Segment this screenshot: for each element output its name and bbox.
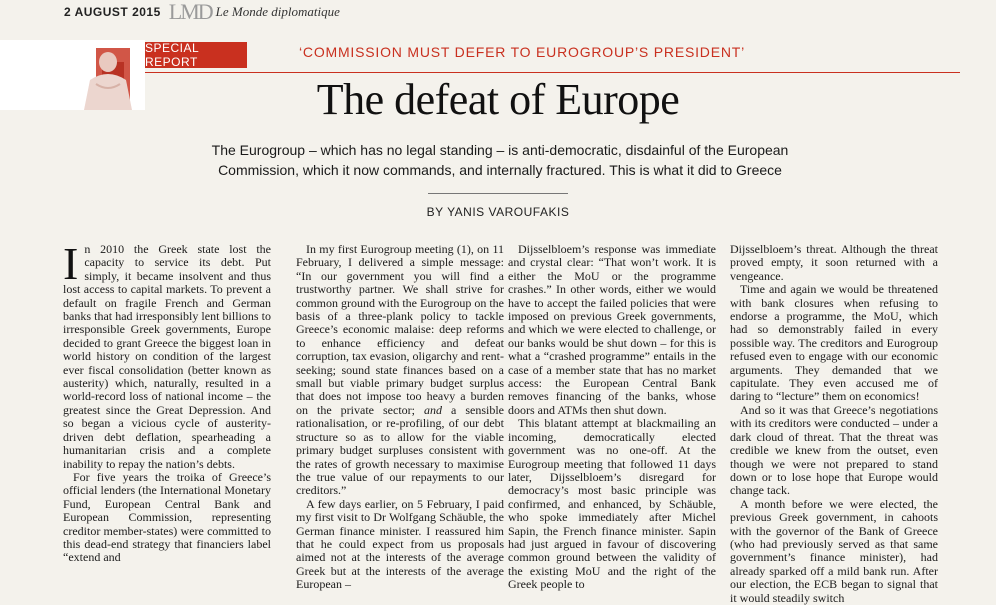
paragraph: This blatant attempt at blackmailing an incoming, democratically elected government was no one-off. At the Eurogroup meeting that followed 11 days later, Dijsselbloem’s disregard for democracy’s most basic principle was confirmed, and enhanced, by Schäuble, who spoke immediately after Michel Sapin, the French finance minister. Sapin had just argued in favour of discovering common ground between the validity of the existing MoU and the right of the Greek people to [508, 416, 716, 592]
byline-divider [428, 193, 568, 194]
paragraph: For five years the troika of Greece’s official lenders (the International Monetary Fund, European Central Bank and European Commission, representing creditor member-states) were committed to this dead-end strategy that financiers label “extend and [63, 469, 271, 565]
paragraph: A month before we were elected, the previous Greek government, in cahoots with the governor of the Bank of Greece (who had previously served as that same government’s finance minister), had already sparked off a mild bank run. After our election, the ECB began to signal that it would steadily switch [730, 496, 938, 605]
paragraph: In my first Eurogroup meeting (1), on 11 February, I delivered a simple message: “In our government you will find a trustworthy partner. We shall strive for common ground with the Eurogroup on the basis of a three-plank policy to tackle Greece’s economic malaise: deep reforms to enhance efficiency and defeat corruption, tax evasion, oligarchy and rent-seeking; sound state finances based on a small but viable primary budget surplus that does not impose too heavy a burden on the private sector; and a sensible rationalisation, or re-profiling, of our debt structure so as to allow for the viable primary budget surpluses consistent with the rates of growth necessary to maximise the true value of our repayments to our creditors.” [296, 242, 504, 498]
masthead [64, 2, 340, 22]
paragraph: A few days earlier, on 5 February, I paid my first visit to Dr Wolfgang Schäuble, the German finance minister. I reassured him that he could expect from us proposals aimed not at the interests of the average Greek but at the interests of the average European – [296, 496, 504, 592]
body-column-3 [508, 242, 716, 592]
paragraph: Time and again we would be threatened with bank closures when refusing to endorse a programme, the MoU, which had so demonstrably failed in every possible way. The creditors and Eurogroup refused even to engage with our economic arguments. They demanded that we capitulate. They even accused me of daring to “lecture” them on economics! [730, 282, 938, 404]
byline: BY YANIS VAROUFAKIS [426, 205, 570, 219]
paragraph: And so it was that Greece’s negotiations with its creditors were conducted – under a dark cloud of threat. That the threat was credible we knew from the outset, even though we were not prepared to stand down or to lose hope that Europe would change tack. [730, 402, 938, 498]
publication-name: Le Monde diplomatique [215, 4, 340, 19]
issue-date: 2 AUGUST 2015 [64, 5, 161, 19]
paragraph: Dijsselbloem’s response was immediate and crystal clear: “That won’t work. It is either the MoU or the programme crashes.” In other words, either we would have to accept the failed policies that were imposed on previous Greek governments, and which we were elected to challenge, or our banks would be shut down – for this is what a “crashed programme” entails in the case of a member state that has no market access: the European Central Bank removes financing of the banks, whose doors and ATMs then shut down. [508, 242, 716, 417]
body-column-4 [730, 242, 938, 605]
publication-logo [168, 0, 340, 24]
standfirst: The Eurogroup – which has no legal standing – is anti-democratic, disdainful of the European Commission, which it now commands, and internally fractured. This is what it did to Greece [211, 142, 789, 178]
paragraph: In 2010 the Greek state lost the capacity to service its debt. Put simply, it became insolvent and thus lost access to capital markets. To prevent a default on fragile French and German banks that had irresponsibly lent billions to irresponsible Greek governments, Europe decided to grant Greece the biggest loan in world history on condition of the largest ever fiscal consolidation (better known as austerity) which, naturally, resulted in a world-record loss of national income – the greatest since the Great Depression. And so began a vicious cycle of austerity-driven debt deflation, spearheading a humanitarian crisis and a complete inability to repay the nation’s debts. [63, 238, 271, 471]
body-column-1 [63, 238, 271, 565]
headline: The defeat of Europe [316, 75, 680, 124]
body-column-2 [296, 242, 504, 592]
drop-cap: I [63, 238, 79, 289]
special-report-badge: SPECIAL REPORT [145, 42, 247, 68]
logo-mark: LMD [168, 0, 212, 24]
paragraph: Dijsselbloem’s threat. Although the threat proved empty, it soon returned with a vengeance. [730, 242, 938, 283]
article-kicker: ‘COMMISSION MUST DEFER TO EUROGROUP’S PRESIDENT’ [299, 44, 745, 60]
